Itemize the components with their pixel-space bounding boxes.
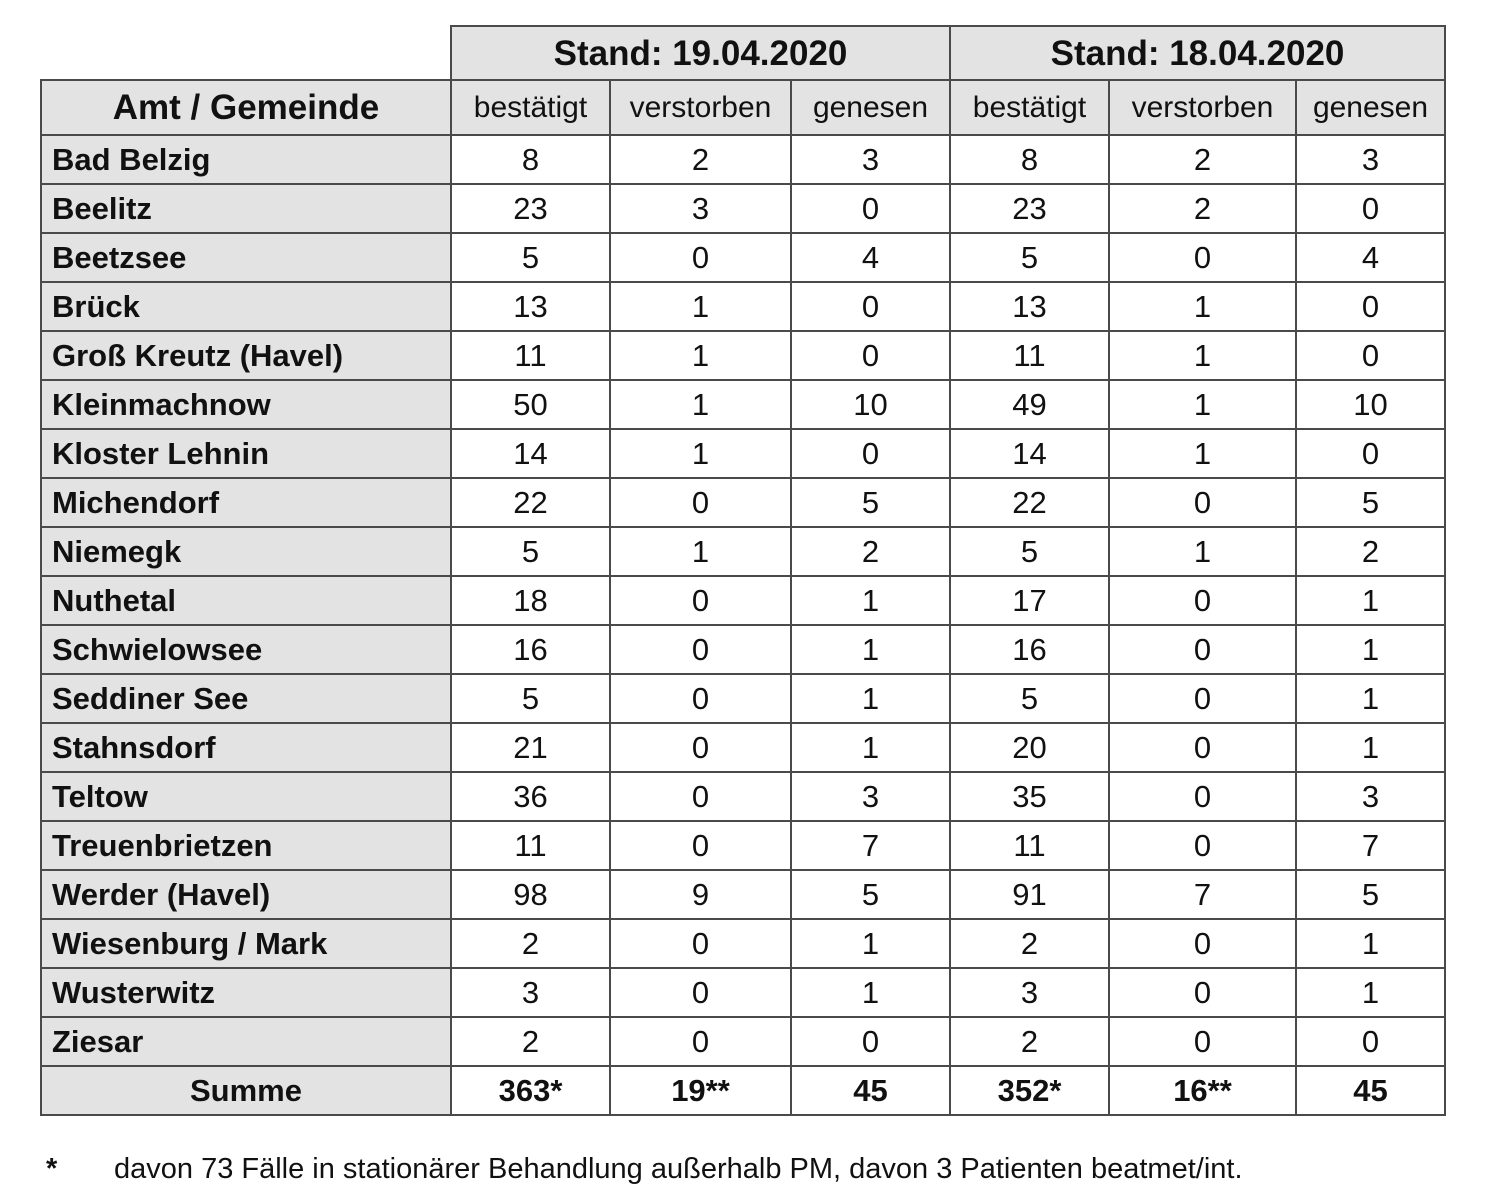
value-cell: 5 xyxy=(950,674,1109,723)
value-cell: 8 xyxy=(950,135,1109,184)
value-cell: 5 xyxy=(1296,870,1445,919)
value-cell: 20 xyxy=(950,723,1109,772)
value-cell: 5 xyxy=(451,674,610,723)
value-cell: 5 xyxy=(451,233,610,282)
value-cell: 0 xyxy=(1296,429,1445,478)
table-row xyxy=(41,870,1445,919)
municipality-name: Bad Belzig xyxy=(41,135,451,184)
value-cell: 5 xyxy=(451,527,610,576)
value-cell: 0 xyxy=(1109,772,1296,821)
value-cell: 98 xyxy=(451,870,610,919)
value-cell: 5 xyxy=(1296,478,1445,527)
value-cell: 4 xyxy=(1296,233,1445,282)
value-cell: 0 xyxy=(610,576,791,625)
case-table xyxy=(40,25,1446,1116)
total-label: Summe xyxy=(41,1066,451,1115)
table-row xyxy=(41,674,1445,723)
municipality-name: Groß Kreutz (Havel) xyxy=(41,331,451,380)
value-cell: 91 xyxy=(950,870,1109,919)
value-cell: 0 xyxy=(791,331,950,380)
value-cell: 3 xyxy=(610,184,791,233)
value-cell: 5 xyxy=(791,870,950,919)
value-cell: 0 xyxy=(1109,723,1296,772)
value-cell: 7 xyxy=(791,821,950,870)
value-cell: 3 xyxy=(791,135,950,184)
value-cell: 0 xyxy=(610,968,791,1017)
municipality-name: Seddiner See xyxy=(41,674,451,723)
value-cell: 10 xyxy=(791,380,950,429)
total-value-cell: 352* xyxy=(950,1066,1109,1115)
municipality-name: Beetzsee xyxy=(41,233,451,282)
value-cell: 2 xyxy=(950,919,1109,968)
value-cell: 11 xyxy=(950,821,1109,870)
table-row xyxy=(41,576,1445,625)
value-cell: 0 xyxy=(791,429,950,478)
value-cell: 49 xyxy=(950,380,1109,429)
municipality-name: Michendorf xyxy=(41,478,451,527)
value-cell: 1 xyxy=(791,625,950,674)
value-cell: 1 xyxy=(610,331,791,380)
value-cell: 50 xyxy=(451,380,610,429)
municipality-name: Teltow xyxy=(41,772,451,821)
value-cell: 2 xyxy=(950,1017,1109,1066)
value-cell: 0 xyxy=(1109,233,1296,282)
total-value-cell: 45 xyxy=(1296,1066,1445,1115)
value-cell: 0 xyxy=(1109,674,1296,723)
value-cell: 13 xyxy=(950,282,1109,331)
table-row xyxy=(41,625,1445,674)
table-row xyxy=(41,527,1445,576)
value-cell: 1 xyxy=(610,380,791,429)
value-cell: 1 xyxy=(791,968,950,1017)
value-cell: 0 xyxy=(1109,968,1296,1017)
value-cell: 0 xyxy=(791,1017,950,1066)
value-cell: 3 xyxy=(451,968,610,1017)
table-row xyxy=(41,282,1445,331)
value-cell: 2 xyxy=(610,135,791,184)
value-cell: 2 xyxy=(1109,135,1296,184)
value-cell: 1 xyxy=(1296,968,1445,1017)
value-cell: 0 xyxy=(791,282,950,331)
total-value-cell: 363* xyxy=(451,1066,610,1115)
value-cell: 1 xyxy=(791,576,950,625)
value-cell: 0 xyxy=(610,772,791,821)
value-cell: 18 xyxy=(451,576,610,625)
value-cell: 0 xyxy=(1296,331,1445,380)
value-cell: 16 xyxy=(451,625,610,674)
value-cell: 2 xyxy=(1109,184,1296,233)
value-cell: 0 xyxy=(610,723,791,772)
value-cell: 0 xyxy=(610,478,791,527)
value-cell: 8 xyxy=(451,135,610,184)
municipality-name: Kleinmachnow xyxy=(41,380,451,429)
column-header: verstorben xyxy=(1109,80,1296,135)
value-cell: 2 xyxy=(791,527,950,576)
table-row xyxy=(41,821,1445,870)
value-cell: 3 xyxy=(1296,135,1445,184)
municipality-name: Wusterwitz xyxy=(41,968,451,1017)
value-cell: 3 xyxy=(1296,772,1445,821)
table-row xyxy=(41,478,1445,527)
group-header-row xyxy=(41,26,1445,80)
value-cell: 23 xyxy=(950,184,1109,233)
value-cell: 1 xyxy=(1296,674,1445,723)
value-cell: 0 xyxy=(610,625,791,674)
value-cell: 0 xyxy=(1109,576,1296,625)
value-cell: 1 xyxy=(791,919,950,968)
value-cell: 0 xyxy=(791,184,950,233)
value-cell: 1 xyxy=(1109,527,1296,576)
municipality-name: Wiesenburg / Mark xyxy=(41,919,451,968)
column-header-amt-gemeinde: Amt / Gemeinde xyxy=(41,80,451,135)
value-cell: 1 xyxy=(1296,919,1445,968)
value-cell: 3 xyxy=(791,772,950,821)
value-cell: 36 xyxy=(451,772,610,821)
table-row xyxy=(41,723,1445,772)
table-row xyxy=(41,919,1445,968)
total-value-cell: 19** xyxy=(610,1066,791,1115)
value-cell: 11 xyxy=(451,821,610,870)
value-cell: 1 xyxy=(610,527,791,576)
value-cell: 1 xyxy=(1296,625,1445,674)
municipality-name: Beelitz xyxy=(41,184,451,233)
value-cell: 0 xyxy=(610,1017,791,1066)
value-cell: 1 xyxy=(1109,282,1296,331)
value-cell: 22 xyxy=(950,478,1109,527)
value-cell: 7 xyxy=(1109,870,1296,919)
municipality-name: Brück xyxy=(41,282,451,331)
footnote xyxy=(46,1153,1243,1186)
municipality-name: Kloster Lehnin xyxy=(41,429,451,478)
value-cell: 0 xyxy=(1296,282,1445,331)
table-row xyxy=(41,135,1445,184)
value-cell: 0 xyxy=(610,233,791,282)
municipality-name: Niemegk xyxy=(41,527,451,576)
municipality-name: Nuthetal xyxy=(41,576,451,625)
value-cell: 0 xyxy=(1296,184,1445,233)
value-cell: 1 xyxy=(1109,331,1296,380)
municipality-name: Werder (Havel) xyxy=(41,870,451,919)
value-cell: 0 xyxy=(1296,1017,1445,1066)
value-cell: 3 xyxy=(950,968,1109,1017)
group-header-18-04: Stand: 18.04.2020 xyxy=(950,26,1445,80)
value-cell: 14 xyxy=(451,429,610,478)
value-cell: 21 xyxy=(451,723,610,772)
column-header: genesen xyxy=(791,80,950,135)
value-cell: 1 xyxy=(1109,380,1296,429)
municipality-name: Stahnsdorf xyxy=(41,723,451,772)
value-cell: 0 xyxy=(1109,625,1296,674)
table-row xyxy=(41,772,1445,821)
column-header: genesen xyxy=(1296,80,1445,135)
table-row xyxy=(41,968,1445,1017)
value-cell: 7 xyxy=(1296,821,1445,870)
value-cell: 0 xyxy=(610,919,791,968)
value-cell: 35 xyxy=(950,772,1109,821)
total-value-cell: 45 xyxy=(791,1066,950,1115)
column-header-row xyxy=(41,80,1445,135)
value-cell: 1 xyxy=(791,723,950,772)
value-cell: 0 xyxy=(1109,478,1296,527)
group-header-19-04: Stand: 19.04.2020 xyxy=(451,26,950,80)
value-cell: 1 xyxy=(1109,429,1296,478)
column-header: verstorben xyxy=(610,80,791,135)
column-header: bestätigt xyxy=(950,80,1109,135)
value-cell: 11 xyxy=(950,331,1109,380)
table-row xyxy=(41,233,1445,282)
total-value-cell: 16** xyxy=(1109,1066,1296,1115)
municipality-name: Schwielowsee xyxy=(41,625,451,674)
value-cell: 9 xyxy=(610,870,791,919)
blank-corner-cell xyxy=(41,26,451,80)
table-row xyxy=(41,184,1445,233)
value-cell: 2 xyxy=(451,919,610,968)
value-cell: 14 xyxy=(950,429,1109,478)
table-row xyxy=(41,331,1445,380)
value-cell: 4 xyxy=(791,233,950,282)
column-header: bestätigt xyxy=(451,80,610,135)
value-cell: 1 xyxy=(610,282,791,331)
footnote-mark: * xyxy=(46,1153,58,1185)
value-cell: 1 xyxy=(610,429,791,478)
value-cell: 2 xyxy=(1296,527,1445,576)
value-cell: 1 xyxy=(1296,576,1445,625)
value-cell: 13 xyxy=(451,282,610,331)
municipality-name: Ziesar xyxy=(41,1017,451,1066)
footnote-text: davon 73 Fälle in stationärer Behandlung außerhalb PM, davon 3 Patienten beatmet/int. xyxy=(114,1153,1243,1185)
value-cell: 0 xyxy=(610,821,791,870)
value-cell: 17 xyxy=(950,576,1109,625)
value-cell: 23 xyxy=(451,184,610,233)
value-cell: 0 xyxy=(1109,919,1296,968)
value-cell: 0 xyxy=(1109,1017,1296,1066)
table-row xyxy=(41,429,1445,478)
value-cell: 1 xyxy=(791,674,950,723)
value-cell: 0 xyxy=(610,674,791,723)
value-cell: 0 xyxy=(1109,821,1296,870)
value-cell: 22 xyxy=(451,478,610,527)
municipality-name: Treuenbrietzen xyxy=(41,821,451,870)
total-row xyxy=(41,1066,1445,1115)
value-cell: 1 xyxy=(1296,723,1445,772)
value-cell: 5 xyxy=(950,233,1109,282)
table-row xyxy=(41,380,1445,429)
value-cell: 10 xyxy=(1296,380,1445,429)
value-cell: 2 xyxy=(451,1017,610,1066)
value-cell: 5 xyxy=(791,478,950,527)
table-row xyxy=(41,1017,1445,1066)
value-cell: 11 xyxy=(451,331,610,380)
value-cell: 16 xyxy=(950,625,1109,674)
value-cell: 5 xyxy=(950,527,1109,576)
